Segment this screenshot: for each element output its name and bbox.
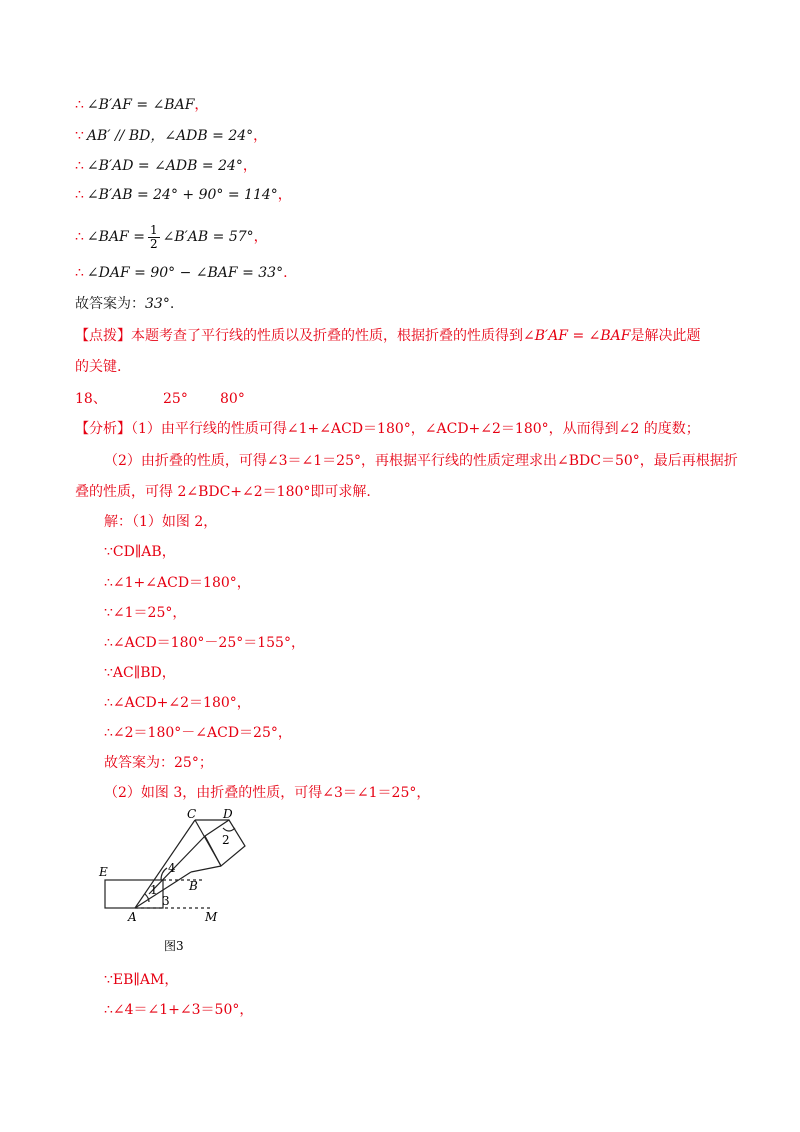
analysis-line-1 [75, 420, 700, 438]
solution-text: ∵AC∥BD， [104, 665, 176, 681]
fraction-numerator: 1 [149, 222, 158, 237]
fraction [148, 224, 160, 251]
solution-line-1 [104, 513, 217, 531]
comment-tag: 【点拨】 [75, 328, 131, 344]
label-a: A [128, 910, 137, 924]
comment-text: 是解决此题 [630, 328, 701, 344]
therefore-symbol: ∴ [75, 97, 84, 113]
solution-text: ∴∠ACD＝180°－25°＝155°， [104, 635, 305, 651]
answer-value: 33° [145, 296, 170, 312]
math-expression: ∠B′AF = ∠BAF [523, 328, 631, 344]
label-e: E [99, 865, 108, 879]
math-expression: AB′ // BD，∠ADB = 24° [86, 128, 254, 144]
math-expression: ∠DAF = 90° − ∠BAF = 33° [86, 265, 284, 281]
solution-line-5 [104, 634, 305, 652]
solution-line-9 [104, 754, 213, 772]
because-symbol: ∵ [75, 128, 84, 144]
figure-caption: 图3 [164, 939, 184, 953]
segment-b-join [191, 866, 221, 872]
solution-text: ∴∠4＝∠1+∠3＝50°， [104, 1002, 254, 1018]
step-line-6 [75, 264, 288, 282]
math-expression: ∠B′AB = 57° [162, 229, 254, 245]
solution-text: 解：（1）如图 2， [104, 514, 218, 530]
punctuation: ， [253, 128, 268, 144]
comment-text: 本题考查了平行线的性质以及折叠的性质，根据折叠的性质得到 [131, 328, 523, 344]
solution-line-7 [104, 694, 251, 712]
solution-text: 故答案为：25°； [104, 755, 213, 771]
step-line-3 [75, 157, 257, 175]
solution-text: ∵CD∥AB， [104, 544, 176, 560]
punctuation: . [169, 296, 175, 312]
analysis-line-3 [75, 483, 371, 501]
analysis-text: （2）由折叠的性质，可得∠3＝∠1＝25°，再根据平行线的性质定理求出∠BDC＝50°，最后再根据折 [104, 453, 738, 469]
label-m: M [205, 910, 218, 924]
label-2: 2 [222, 833, 230, 847]
solution-text: ∴∠ACD+∠2＝180°， [104, 695, 251, 711]
step-line-4 [75, 186, 292, 204]
therefore-symbol: ∴ [75, 187, 84, 203]
punctuation: ， [194, 97, 209, 113]
comment-line [75, 327, 701, 345]
label-3: 3 [162, 894, 170, 908]
answer-line [75, 295, 174, 313]
angle-arc-2 [223, 828, 235, 831]
solution-line-10 [104, 784, 430, 802]
punctuation: ， [242, 158, 257, 174]
problem-18-header [75, 390, 245, 408]
solution-text: ∴∠1+∠ACD＝180°， [104, 575, 251, 591]
comment-text: 的关键. [75, 359, 122, 375]
step-line-5 [75, 220, 268, 254]
therefore-symbol: ∴ [75, 265, 84, 281]
solution-line-3 [104, 574, 251, 592]
solution-text: （2）如图 3，由折叠的性质，可得∠3＝∠1＝25°， [104, 785, 431, 801]
solution-line-8 [104, 724, 292, 742]
punctuation: ， [253, 229, 268, 245]
answer-1: 25° [163, 391, 188, 407]
solution-line-11 [104, 971, 178, 989]
step-line-1 [75, 96, 208, 114]
label-4: 4 [168, 861, 176, 875]
fraction-denominator: 2 [149, 236, 158, 251]
solution-line-4 [104, 604, 186, 622]
problem-number: 18、 [75, 391, 107, 407]
solution-text: ∴∠2＝180°－∠ACD＝25°， [104, 725, 292, 741]
math-expression: ∠B′AD = ∠ADB = 24° [86, 158, 243, 174]
solution-line-2 [104, 543, 176, 561]
answer-text: 故答案为： [75, 296, 145, 312]
analysis-text: （1）由平行线的性质可得∠1+∠ACD＝180°，∠ACD+∠2＝180°，从而得到∠2 的度数； [131, 421, 700, 437]
solution-text: ∵∠1＝25°， [104, 605, 187, 621]
punctuation: ， [277, 187, 292, 203]
math-expression: ∠B′AB = 24° + 90° = 114° [86, 187, 278, 203]
analysis-text: 叠的性质，可得 2∠BDC+∠2＝180°即可求解. [75, 484, 371, 500]
solution-line-12 [104, 1001, 253, 1019]
punctuation: . [283, 265, 288, 281]
solution-text: ∵EB∥AM， [104, 972, 179, 988]
analysis-line-2 [104, 452, 738, 470]
step-line-2 [75, 127, 267, 145]
therefore-symbol: ∴ [75, 229, 84, 245]
label-d: D [223, 808, 233, 821]
math-expression: ∠BAF = [86, 229, 145, 245]
solution-line-6 [104, 664, 176, 682]
label-b: B [189, 879, 198, 893]
answer-2: 80° [220, 391, 245, 407]
analysis-tag: 【分析】 [75, 421, 131, 437]
label-c: C [187, 808, 197, 821]
comment-line-cont [75, 358, 121, 376]
therefore-symbol: ∴ [75, 158, 84, 174]
math-expression: ∠B′AF = ∠BAF [86, 97, 195, 113]
label-1: 1 [150, 883, 158, 897]
geometry-figure [95, 808, 265, 958]
